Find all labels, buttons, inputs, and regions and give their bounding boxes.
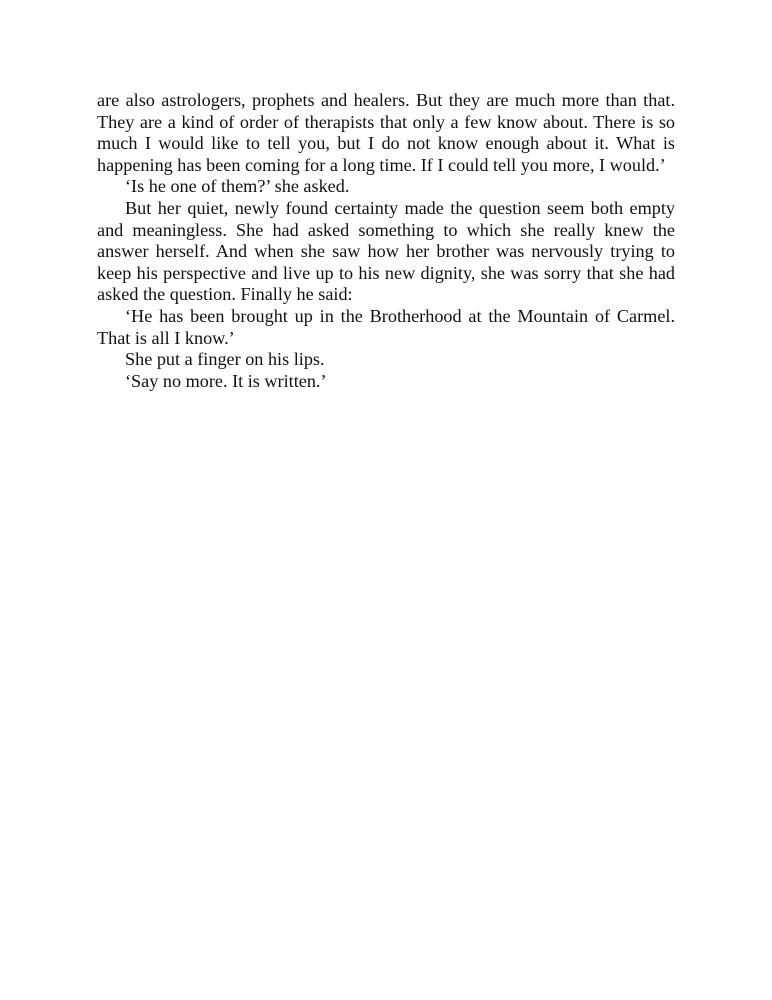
paragraph-narration: But her quiet, newly found certainty made the question seem both empty and meaningless. She had asked something to which she really knew the answer herself. And when she saw how her brother was nervously trying to keep his perspective and live up to his new dignity, she was sorry that she had asked the question. Finally he said: <box>97 197 675 305</box>
document-body <box>97 90 675 392</box>
paragraph-continuation: are also astrologers, prophets and healers. But they are much more than that. They are a kind of order of therapists that only a few know about. There is so much I would like to tell you, but I do not know enough about it. What is happening has been coming for a long time. If I could tell you more, I would.’ <box>97 90 675 175</box>
paragraph-question: ‘Is he one of them?’ she asked. <box>125 176 350 197</box>
paragraph-finger-lips: She put a finger on his lips. <box>125 349 325 370</box>
paragraph-it-is-written: ‘Say no more. It is written.’ <box>125 370 327 391</box>
paragraph-brotherhood-reply: ‘He has been brought up in the Brotherhood at the Mountain of Carmel. That is all I know.’ <box>97 305 675 348</box>
